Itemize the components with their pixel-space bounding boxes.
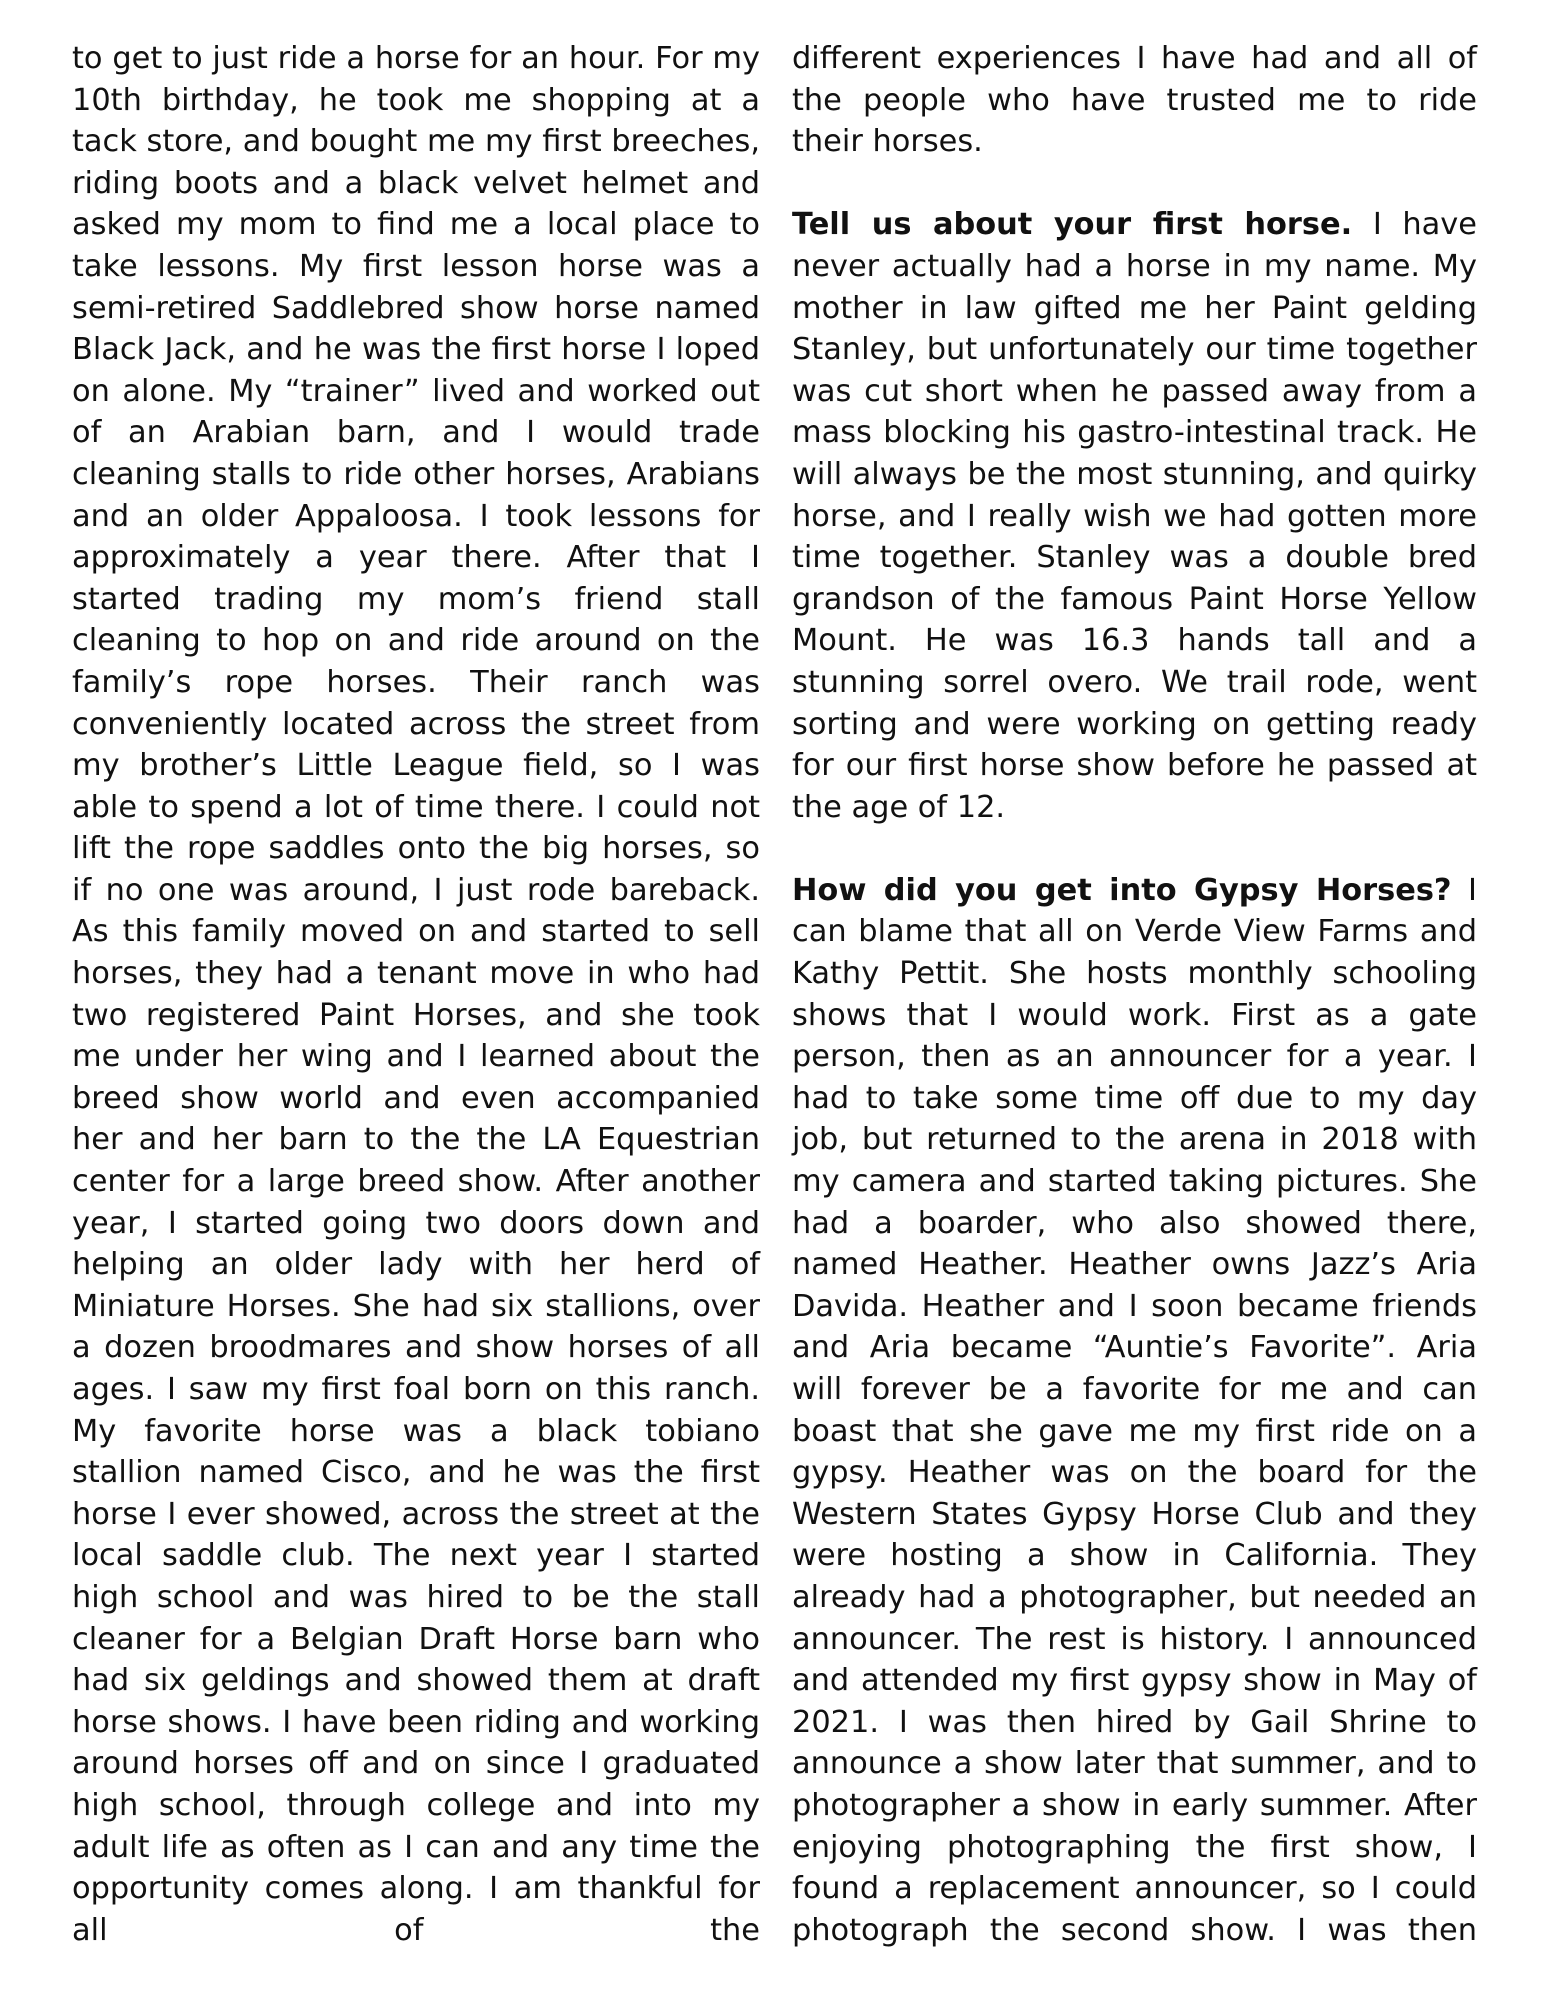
- first-horse-answer: I have never actually had a horse in my name. My mother in law gifted me her Paint gelding Stanley, but unfortunately our time together was cut short when he passed away from a mass blocking his gastro-intestinal track. He will always be the most stunning, and quirky horse, and I really wish we had gotten more time together. Stanley was a double bred grandson of the famous Paint Horse Yellow Mount. He was 16.3 hands tall and a stunning sorrel overo. We trail rode, went sorting and were working on getting ready for our first horse show before he passed at the age of 12.: [792, 207, 1477, 825]
- first-horse-question: Tell us about your first horse.: [792, 207, 1353, 243]
- gypsy-horses-answer: I can blame that all on Verde View Farms and Kathy Pettit. She hosts monthly schooling shows that I would work. First as a gate person, then as an announcer for a year. I had to take some time off due to my day job, but returned to the arena in 2018 with my camera and started taking pictures. She had a boarder, who also showed there, named Heather. Heather owns Jazz’s Aria Davida. Heather and I soon became friends and Aria became “Auntie’s Favorite”. Aria will forever be a favorite for me and can boast that she gave me my first ride on a gypsy. Heather was on the board for the Western States Gypsy Horse Club and they were hosting a show in California. They already had a photographer, but needed an announcer. The rest is history. I announced and attended my first gypsy show in May of 2021. I was then hired by Gail Shrine to announce a show later that summer, and to photographer a show in early summer. After enjoying photographing the first show, I found a replacement announcer, so I could photograph the second show. I was then: [792, 872, 1477, 1948]
- left-paragraph: to get to just ride a horse for an hour. For my 10th birthday, he took me shopping at a tack store, and bought me my first breeches, riding boots and a black velvet helmet and asked my mom to find me a local place to take lessons. My first lesson horse was a semi-retired Saddlebred show horse named Black Jack, and he was the first horse I loped on alone. My “trainer” lived and worked out of an Arabian barn, and I would trade cleaning stalls to ride other horses, Arabians and an older Appaloosa. I took lessons for approximately a year there. After that I started trading my mom’s friend stall cleaning to hop on and ride around on the family’s rope horses. Their ranch was conveniently located across the street from my brother’s Little League field, so I was able to spend a lot of time there. I could not lift the rope saddles onto the big horses, so if no one was around, I just rode bareback. As this family moved on and started to sell horses, they had a tenant move in who had two registered Paint Horses, and she took me under her wing and I learned about the breed show world and even accompanied her and her barn to the the LA Equestrian center for a large breed show. After another year, I started going two doors down and helping an older lady with her herd of Miniature Horses. She had six stallions, over a dozen broodmares and show horses of all ages. I saw my first foal born on this ranch. My favorite horse was a black tobiano stallion named Cisco, and he was the first horse I ever showed, across the street at the local saddle club. The next year I started high school and was hired to be the stall cleaner for a Belgian Draft Horse barn who had six geldings and showed them at draft horse shows. I have been riding and working around horses off and on since I graduated high school, through college and into my adult life as often as I can and any time the opportunity comes along. I am thankful for all of the: [72, 41, 760, 1948]
- left-column: [72, 38, 760, 1951]
- first-horse-paragraph: [792, 204, 1477, 828]
- gypsy-horses-paragraph: [792, 870, 1477, 1951]
- gypsy-horses-question: How did you get into Gypsy Horses?: [792, 872, 1452, 908]
- intro-paragraph: different experiences I have had and all of the people who have trusted me to ride their horses.: [792, 41, 1477, 160]
- right-column: [792, 38, 1477, 1951]
